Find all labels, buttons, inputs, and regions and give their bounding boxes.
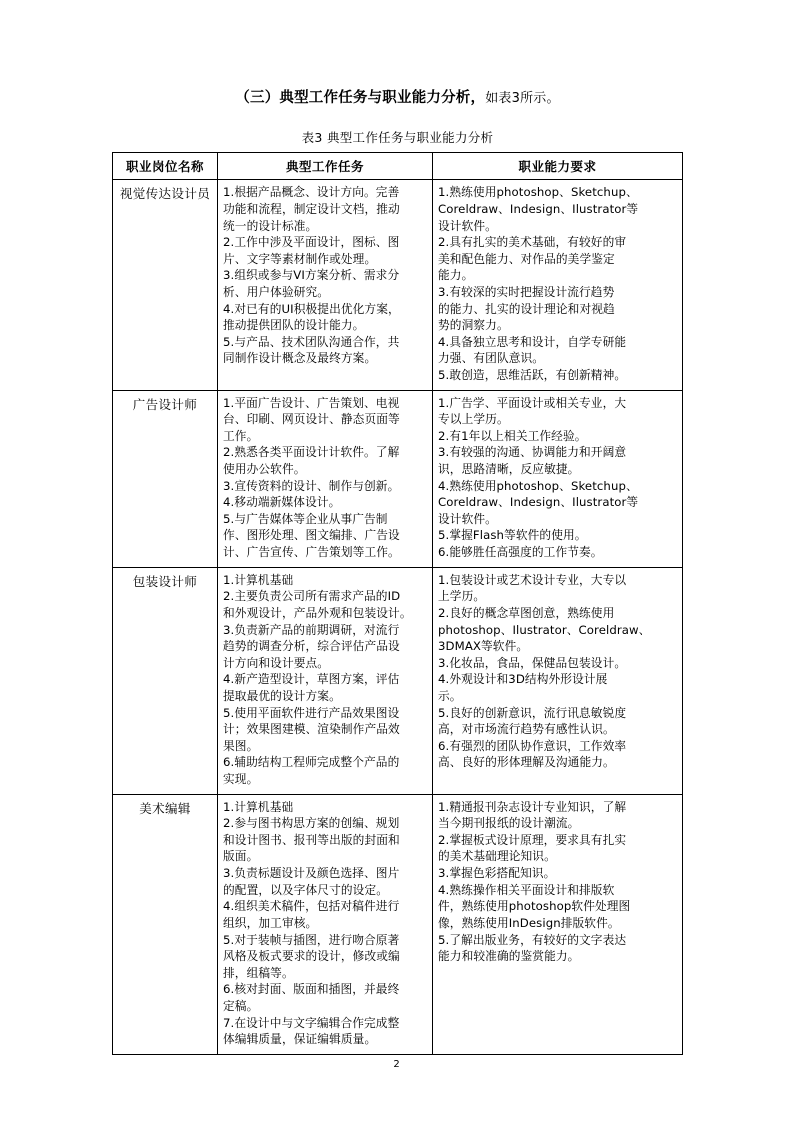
ability-line: 的美术基础理论知识。 [438,849,556,864]
task-line: 定稿。 [223,998,259,1013]
task-line: 台、印刷、网页设计、静态页面等 [223,412,400,427]
job-ability-table [112,152,683,1054]
ability-line: 5.掌握Flash等软件的使用。 [438,528,587,543]
ability-line: Coreldraw、Indesign、Ilustrator等 [438,495,639,510]
ability-line: 6.能够胜任高强度的工作节奏。 [438,545,603,560]
ability-line: 势的洞察力。 [438,318,509,333]
ability-line: 识，思路清晰，反应敏捷。 [438,462,580,477]
ability-line: 3.有较强的沟通、协调能力和开阔意 [438,445,627,460]
task-line: 3.负责标题设计及颜色选择、图片 [223,866,400,881]
table-row [113,567,683,794]
task-line: 2.工作中涉及平面设计，图标、图 [223,235,400,250]
section-heading-main: （三）典型工作任务与职业能力分析， [235,90,486,106]
table-row [113,180,683,390]
ability-line: 能力和较准确的鉴赏能力。 [438,949,580,964]
task-line: 体编辑质量，保证编辑质量。 [223,1032,377,1047]
task-line: 统一的设计标准。 [223,218,318,233]
ability-line: 高、良好的形体理解及沟通能力。 [438,755,615,770]
table-row [113,390,683,567]
task-line: 1.根据产品概念、设计方向。完善 [223,185,400,200]
task-line: 1.计算机基础 [223,799,294,814]
cell-post: 视觉传达设计员 [113,180,218,390]
task-line: 的配置，以及字体尺寸的设定。 [223,882,389,897]
task-line: 组织，加工审核。 [223,915,318,930]
cell-tasks [218,180,433,390]
ability-line: 3.化妆品，食品，保健品包装设计。 [438,655,627,670]
cell-tasks [218,567,433,794]
ability-line: 4.熟练操作相关平面设计和排版软 [438,882,615,897]
cell-post: 广告设计师 [113,390,218,567]
task-line: 工作。 [223,428,259,443]
ability-line: 4.具备独立思考和设计，自学专研能 [438,334,627,349]
ability-line: 力强、有团队意识。 [438,351,545,366]
ability-line: 示。 [438,688,462,703]
task-line: 果图。 [223,738,259,753]
ability-line: 设计软件。 [438,218,497,233]
task-line: 2.主要负责公司所有需求产品的ID [223,589,401,604]
ability-line: 当今期刊报纸的设计潮流。 [438,816,580,831]
task-line: 风格及板式要求的设计，修改或编 [223,949,400,964]
ability-line: Coreldraw、Indesign、Ilustrator等 [438,201,639,216]
ability-line: 4.外观设计和3D结构外形设计展 [438,672,608,687]
task-line: 6.核对封面、版面和插图，并最终 [223,982,400,997]
ability-line: 高，对市场流行趋势有感性认识。 [438,722,615,737]
ability-line: 2.良好的概念草图创意，熟练使用 [438,605,615,620]
ability-line: 能力。 [438,268,474,283]
table-body [113,180,683,1054]
task-line: 5.使用平面软件进行产品效果图设 [223,705,400,720]
ability-line: 上学历。 [438,589,486,604]
ability-line: 的能力、扎实的设计理论和对视趋 [438,301,615,316]
table-header-row [113,153,683,180]
task-line: 计；效果图建模、渲染制作产品效 [223,722,400,737]
ability-line: 6.有强烈的团队协作意识，工作效率 [438,738,627,753]
ability-line: 设计软件。 [438,511,497,526]
task-line: 3.组织或参与VI方案分析、需求分 [223,268,400,283]
table-header-tasks: 典型工作任务 [218,153,433,180]
task-line: 4.组织美术稿件，包括对稿件进行 [223,899,400,914]
task-line: 6.辅助结构工程师完成整个产品的 [223,755,400,770]
task-line: 作、图形处理、图文编排、广告设 [223,528,400,543]
cell-tasks [218,390,433,567]
task-line: 2.熟悉各类平面设计计软件。了解 [223,445,400,460]
ability-line: 像，熟练使用InDesign排版软件。 [438,915,620,930]
task-line: 版面。 [223,849,259,864]
task-line: 3.宣传资料的设计、制作与创新。 [223,478,400,493]
task-line: 3.负责新产品的前期调研，对流行 [223,622,400,637]
ability-line: 2.有1年以上相关工作经验。 [438,428,587,443]
task-line: 5.与广告媒体等企业从事广告制 [223,511,388,526]
task-line: 和外观设计，产品外观和包装设计。 [223,605,412,620]
task-line: 1.计算机基础 [223,572,294,587]
ability-line: 5.了解出版业务，有较好的文字表达 [438,932,627,947]
cell-abilities [433,390,683,567]
ability-line: 1.广告学、平面设计或相关专业，大 [438,395,627,410]
cell-tasks [218,794,433,1054]
table-caption: 表3 典型工作任务与职业能力分析 [301,130,494,146]
ability-line: 3DMAX等软件。 [438,639,529,654]
cell-abilities [433,794,683,1054]
ability-line: 1.精通报刊杂志设计专业知识，了解 [438,799,627,814]
table-row [113,794,683,1054]
ability-line: 件，熟练使用photoshop软件处理图 [438,899,631,914]
task-line: 片、文字等素材制作或处理。 [223,251,377,266]
task-line: 计、广告宣传、广告策划等工作。 [223,545,400,560]
task-line: 5.对于装帧与插图，进行吻合原著 [223,932,400,947]
cell-abilities [433,567,683,794]
ability-line: 5.良好的创新意识，流行讯息敏锐度 [438,705,627,720]
task-line: 实现。 [223,772,259,787]
ability-line: photoshop、Ilustrator、Coreldraw、 [438,622,651,637]
cell-post: 包装设计师 [113,567,218,794]
ability-line: 3.有较深的实时把握设计流行趋势 [438,284,615,299]
ability-line: 1.熟练使用photoshop、Sketchup、 [438,185,638,200]
ability-line: 3.掌握色彩搭配知识。 [438,866,556,881]
cell-abilities [433,180,683,390]
section-heading [112,88,683,108]
task-line: 2.参与图书构思方案的创编、规划 [223,816,400,831]
section-heading-tail: 如表3所示。 [485,91,560,106]
ability-line: 2.掌握板式设计原理，要求具有扎实 [438,832,627,847]
task-line: 趋势的调查分析，综合评估产品设 [223,639,400,654]
ability-line: 4.熟练使用photoshop、Sketchup、 [438,478,638,493]
task-line: 析、用户体验研究。 [223,284,330,299]
task-line: 推动提供团队的设计能力。 [223,318,365,333]
task-line: 4.移动端新媒体设计。 [223,495,341,510]
ability-line: 2.具有扎实的美术基础，有较好的审 [438,235,627,250]
task-line: 4.新产造型设计，草图方案，评估 [223,672,400,687]
task-line: 使用办公软件。 [223,462,306,477]
cell-post: 美术编辑 [113,794,218,1054]
task-line: 功能和流程，制定设计文档，推动 [223,201,400,216]
ability-line: 5.敢创造，思维活跃，有创新精神。 [438,368,627,382]
table-header-post: 职业岗位名称 [113,153,218,180]
task-line: 4.对已有的UI积极提出优化方案， [223,301,400,316]
table-header-abilities: 职业能力要求 [433,153,683,180]
ability-line: 专以上学历。 [438,412,509,427]
task-line: 和设计图书、报刊等出版的封面和 [223,832,400,847]
ability-line: 美和配色能力、对作品的美学鉴定 [438,251,615,266]
task-line: 5.与产品、技术团队沟通合作，共 [223,334,400,349]
task-line: 计方向和设计要点。 [223,655,330,670]
task-line: 1.平面广告设计、广告策划、电视 [223,395,400,410]
page-number: 2 [393,1059,400,1070]
task-line: 排，组稿等。 [223,965,294,980]
task-line: 同制作设计概念及最终方案。 [223,351,377,366]
task-line: 提取最优的设计方案。 [223,688,341,703]
task-line: 7.在设计中与文字编辑合作完成整 [223,1015,400,1030]
ability-line: 1.包装设计或艺术设计专业，大专以 [438,572,627,587]
